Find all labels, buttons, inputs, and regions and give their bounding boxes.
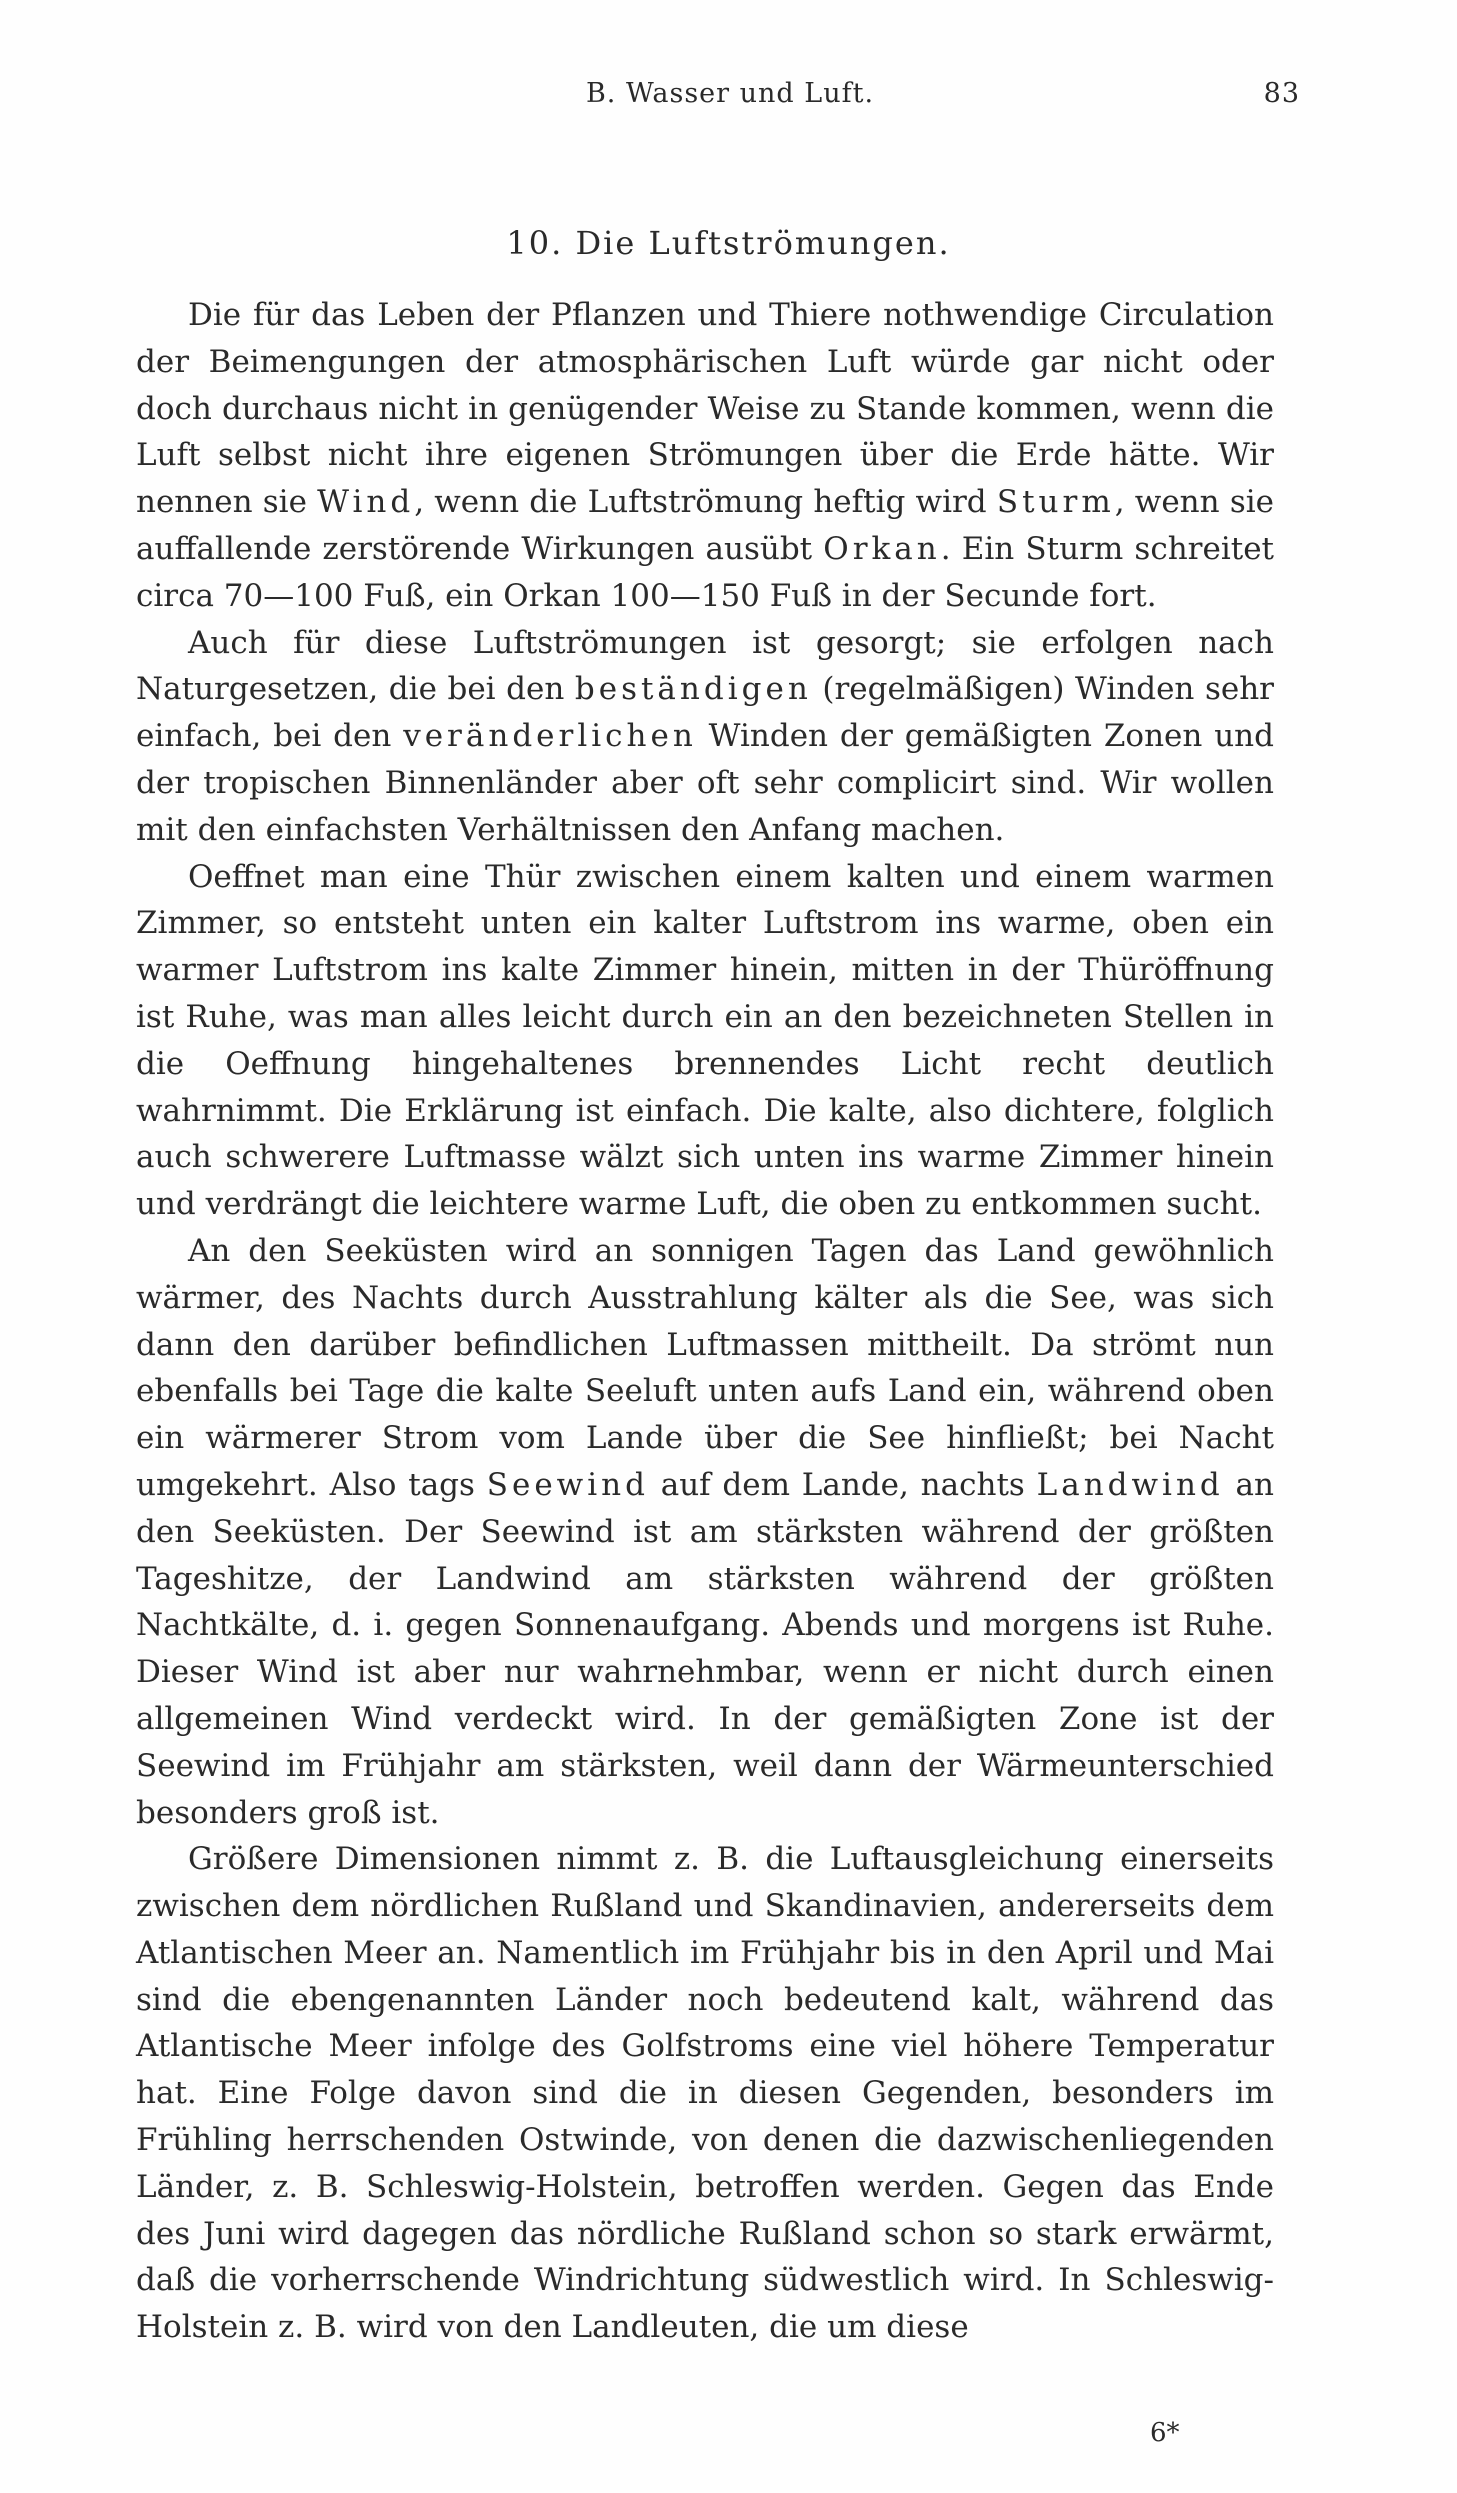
term-bestaendigen: beständigen bbox=[574, 671, 812, 708]
paragraph-sea-land-wind: An den Seeküsten wird an sonnigen Tagen das Land gewöhnlich wärmer, des Nachts durch Ausstrahlung kälter als die See, was sich dann den darüber befindlichen Luftmassen mittheilt. Da strömt nun ebenfalls bei Tage die kalte Seeluft unten aufs Land ein, während oben ein wärmerer Strom vom Lande über die See hinfließt; bei Nacht umgekehrt. Also tags Seewind auf dem Lande, nachts Landwind an den Seeküsten. Der Seewind ist am stärksten während der größten Tageshitze, der Landwind am stärksten während der größten Nachtkälte, d. i. gegen Sonnenaufgang. Abends und morgens ist Ruhe. Dieser Wind ist aber nur wahrnehmbar, wenn er nicht durch einen allgemeinen Wind verdeckt wird. In der gemäßigten Zone ist der Seewind im Frühjahr am stärksten, weil dann der Wärmeunterschied besonders groß ist. bbox=[136, 1232, 1275, 1831]
section-heading: 10. Die Luftströmungen. bbox=[506, 224, 951, 262]
term-wind: Wind bbox=[317, 484, 415, 521]
running-head-title: B. Wasser und Luft. bbox=[585, 78, 875, 109]
term-veraenderlichen: veränderlichen bbox=[403, 718, 697, 755]
running-head bbox=[300, 78, 1300, 118]
paragraph-door-experiment: Oeffnet man eine Thür zwischen einem kalten und einem warmen Zimmer, so entsteht unten ein kalter Luftstrom ins warme, oben ein warmer Luftstrom ins kalte Zimmer hinein, mitten in der Thüröffnung ist Ruhe, was man alles leicht durch ein an den bezeichneten Stellen in die Oeffnung hingehaltenes brennendes Licht recht deutlich wahrnimmt. Die Erklärung ist einfach. Die kalte, also dichtere, folglich auch schwerere Luftmasse wälzt sich unten ins warme Zimmer hinein und verdrängt die leichtere warme Luft, die oben zu entkommen sucht. bbox=[136, 858, 1274, 1223]
page-number: 83 bbox=[1263, 78, 1300, 109]
term-sturm: Sturm bbox=[996, 484, 1115, 521]
body-text bbox=[136, 292, 1274, 2351]
term-seewind: Seewind bbox=[486, 1466, 649, 1503]
paragraph-natural-laws: Auch für diese Luftströmungen ist gesorgt; sie erfolgen nach Naturgesetzen, die bei den beständigen (regelmäßigen) Winden sehr einfach, bei den veränderlichen Winden der gemäßigten Zonen und der tropischen Binnenländer aber oft sehr complicirt sind. Wir wollen mit den einfachsten Verhältnissen den Anfang machen. bbox=[136, 624, 1274, 848]
printer-signature-mark: 6* bbox=[1150, 2418, 1180, 2448]
paragraph-circulation: Die für das Leben der Pflanzen und Thiere nothwendige Circulation der Beimengungen der atmosphärischen Luft würde gar nicht oder doch durchaus nicht in genügender Weise zu Stande kommen, wenn die Luft selbst nicht ihre eigenen Strömungen über die Erde hätte. Wir nennen sie Wind, wenn die Luftströmung heftig wird Sturm, wenn sie auffallende zerstörende Wirkungen ausübt Orkan. Ein Sturm schreitet circa 70—100 Fuß, ein Orkan 100—150 Fuß in der Secunde fort. bbox=[136, 297, 1275, 614]
paragraph-larger-dimensions: Größere Dimensionen nimmt z. B. die Luftausgleichung einerseits zwischen dem nördlichen Rußland und Skandinavien, andererseits dem Atlantischen Meer an. Namentlich im Frühjahr bis in den April und Mai sind die ebengenannten Länder noch bedeutend kalt, während das Atlantische Meer infolge des Golfstroms eine viel höhere Temperatur hat. Eine Folge davon sind die in diesen Gegenden, besonders im Frühling herrschenden Ostwinde, von denen die dazwischenliegenden Länder, z. B. Schleswig-Holstein, betroffen werden. Gegen das Ende des Juni wird dagegen das nördliche Rußland schon so stark erwärmt, daß die vorherrschende Windrichtung südwestlich wird. In Schleswig-Holstein z. B. wird von den Landleuten, die um diese bbox=[136, 1841, 1274, 2346]
term-orkan: Orkan bbox=[823, 530, 941, 567]
term-landwind: Landwind bbox=[1036, 1466, 1224, 1503]
